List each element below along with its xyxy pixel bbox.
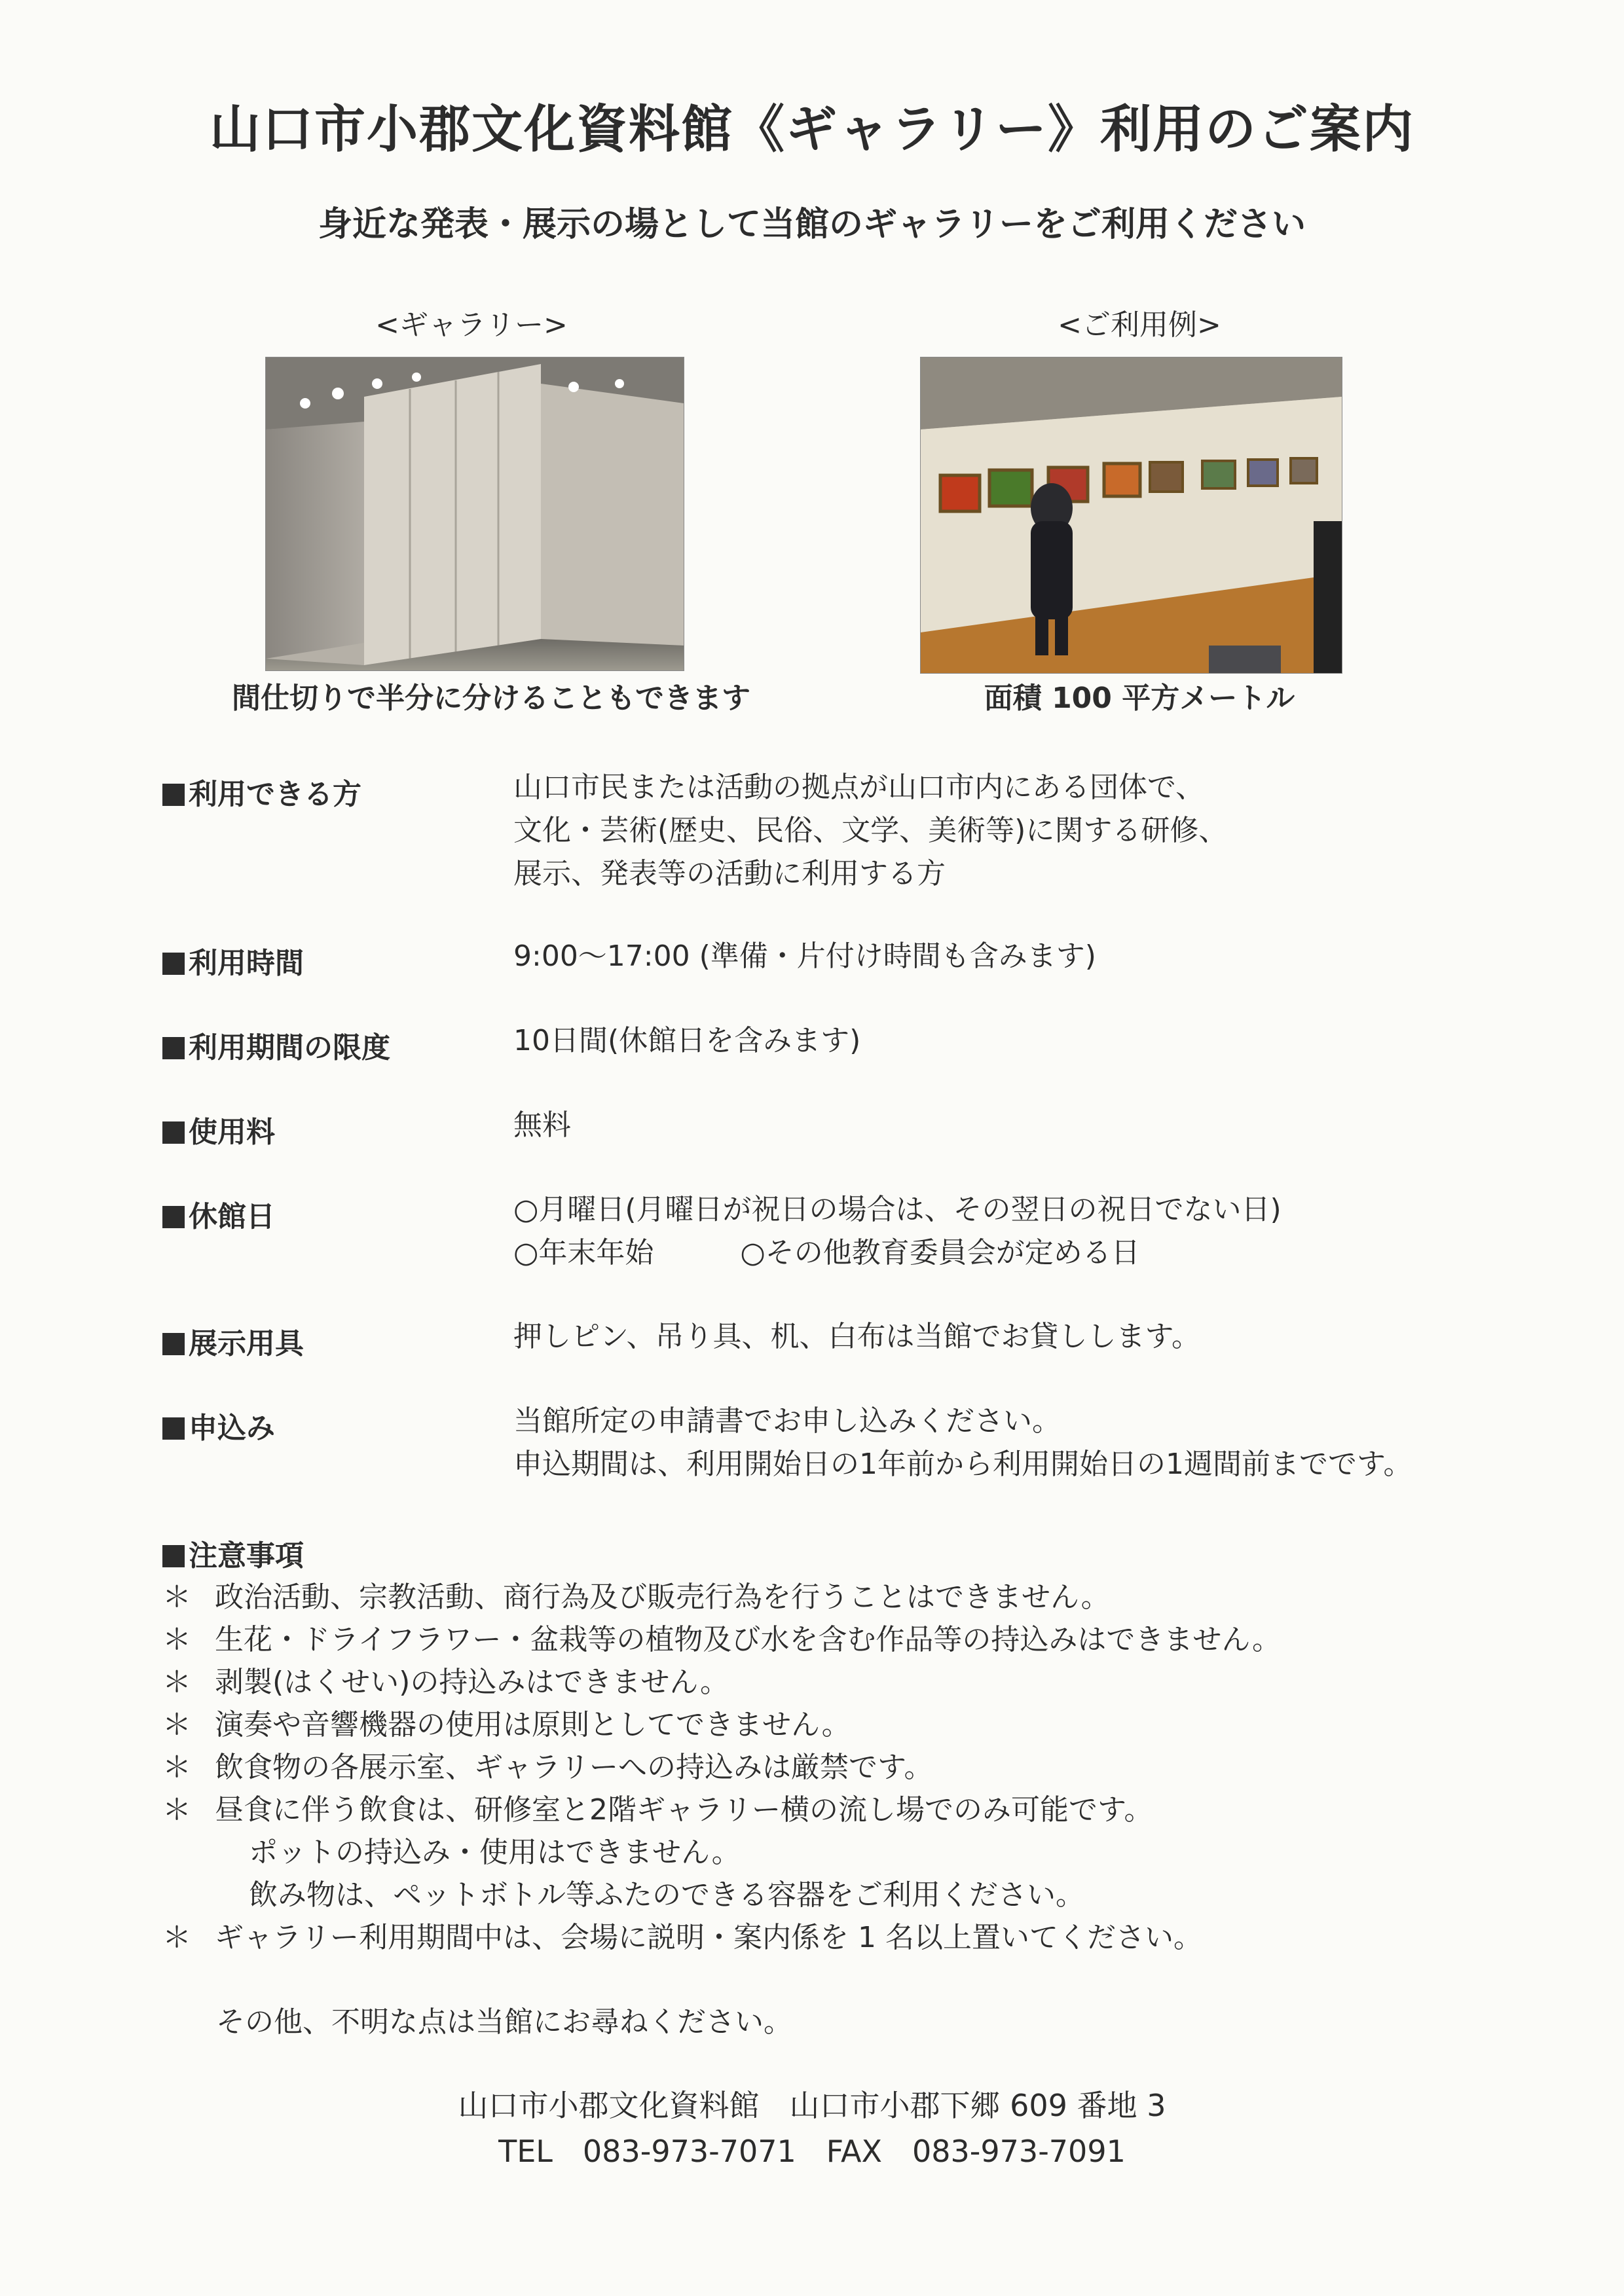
- bullet-square-icon: [162, 1037, 185, 1059]
- section-content-closed-days: ○月曜日(月曜日が祝日の場合は、その翌日の祝日でない日) ○年末年始 ○その他教育委員会が定める日: [513, 1193, 1282, 1269]
- bullet-square-icon: [162, 1545, 185, 1567]
- section-label-application: 申込み: [162, 1404, 275, 1446]
- bullet-square-icon: [162, 784, 185, 806]
- note-item: ＊ 飲食物の各展示室、ギャラリーへの持込みは厳禁です。: [162, 1751, 933, 1784]
- closing-note: その他、不明な点は当館にお尋ねください。: [216, 2005, 792, 2039]
- bullet-square-icon: [162, 1333, 185, 1355]
- section-label-closed-days: 休館日: [162, 1193, 275, 1235]
- notes-heading: 注意事項: [162, 1532, 304, 1574]
- gallery-photo-label: <ギャラリー>: [375, 308, 568, 342]
- note-item: ＊ 昼食に伴う飲食は、研修室と2階ギャラリー横の流し場でのみ可能です。: [162, 1793, 1153, 1827]
- note-sub-item: ポットの持込み・使用はできません。: [249, 1836, 741, 1869]
- section-content-equipment: 押しピン、吊り具、机、白布は当館でお貸しします。: [513, 1320, 1200, 1353]
- footer-address: 山口市小郡文化資料館 山口市小郡下郷 609 番地 3: [458, 2088, 1166, 2123]
- section-label-hours: 利用時間: [162, 939, 304, 981]
- bullet-square-icon: [162, 1121, 185, 1144]
- section-content-period-limit: 10日間(休館日を含みます): [513, 1024, 861, 1057]
- section-content-application: 当館所定の申請書でお申し込みください。 申込期間は、利用開始日の1年前から利用開始日の1週間前までです。: [513, 1404, 1412, 1481]
- section-label-equipment: 展示用具: [162, 1320, 304, 1362]
- gallery-photo-caption: 間仕切りで半分に分けることもできます: [232, 682, 750, 715]
- usage-photo-caption: 面積 100 平方メートル: [984, 682, 1295, 715]
- note-item: ＊ 剥製(はくせい)の持込みはできません。: [162, 1666, 729, 1699]
- note-sub-item: 飲み物は、ペットボトル等ふたのできる容器をご利用ください。: [249, 1878, 1084, 1912]
- usage-photo-label: <ご利用例>: [1058, 308, 1221, 342]
- note-item: ＊ 生花・ドライフラワー・盆栽等の植物及び水を含む作品等の持込みはできません。: [162, 1623, 1281, 1656]
- section-content-hours: 9:00〜17:00 (準備・片付け時間も含みます): [513, 939, 1096, 973]
- bullet-square-icon: [162, 1206, 185, 1228]
- section-label-period-limit: 利用期間の限度: [162, 1024, 390, 1066]
- page-title: 山口市小郡文化資料館《ギャラリー》利用のご案内: [209, 100, 1414, 159]
- section-label-eligibility: 利用できる方: [162, 771, 361, 812]
- usage-example-photo: [920, 357, 1342, 674]
- page-subtitle: 身近な発表・展示の場として当館のギャラリーをご利用ください: [318, 205, 1306, 244]
- gallery-empty-photo: [265, 357, 684, 671]
- note-item: ＊ 演奏や音響機器の使用は原則としてできません。: [162, 1708, 851, 1741]
- note-item: ＊ 政治活動、宗教活動、商行為及び販売行為を行うことはできません。: [162, 1580, 1110, 1614]
- section-content-eligibility: 山口市民または活動の拠点が山口市内にある団体で、 文化・芸術(歴史、民俗、文学、美術等)に関する研修、 展示、発表等の活動に利用する方: [513, 771, 1228, 890]
- bullet-square-icon: [162, 1417, 185, 1440]
- section-label-fee: 使用料: [162, 1108, 275, 1150]
- section-content-fee: 無料: [513, 1108, 571, 1142]
- note-item: ＊ ギャラリー利用期間中は、会場に説明・案内係を 1 名以上置いてください。: [162, 1921, 1202, 1954]
- bullet-square-icon: [162, 953, 185, 975]
- footer-contact: TEL 083-973-7071 FAX 083-973-7091: [498, 2134, 1126, 2169]
